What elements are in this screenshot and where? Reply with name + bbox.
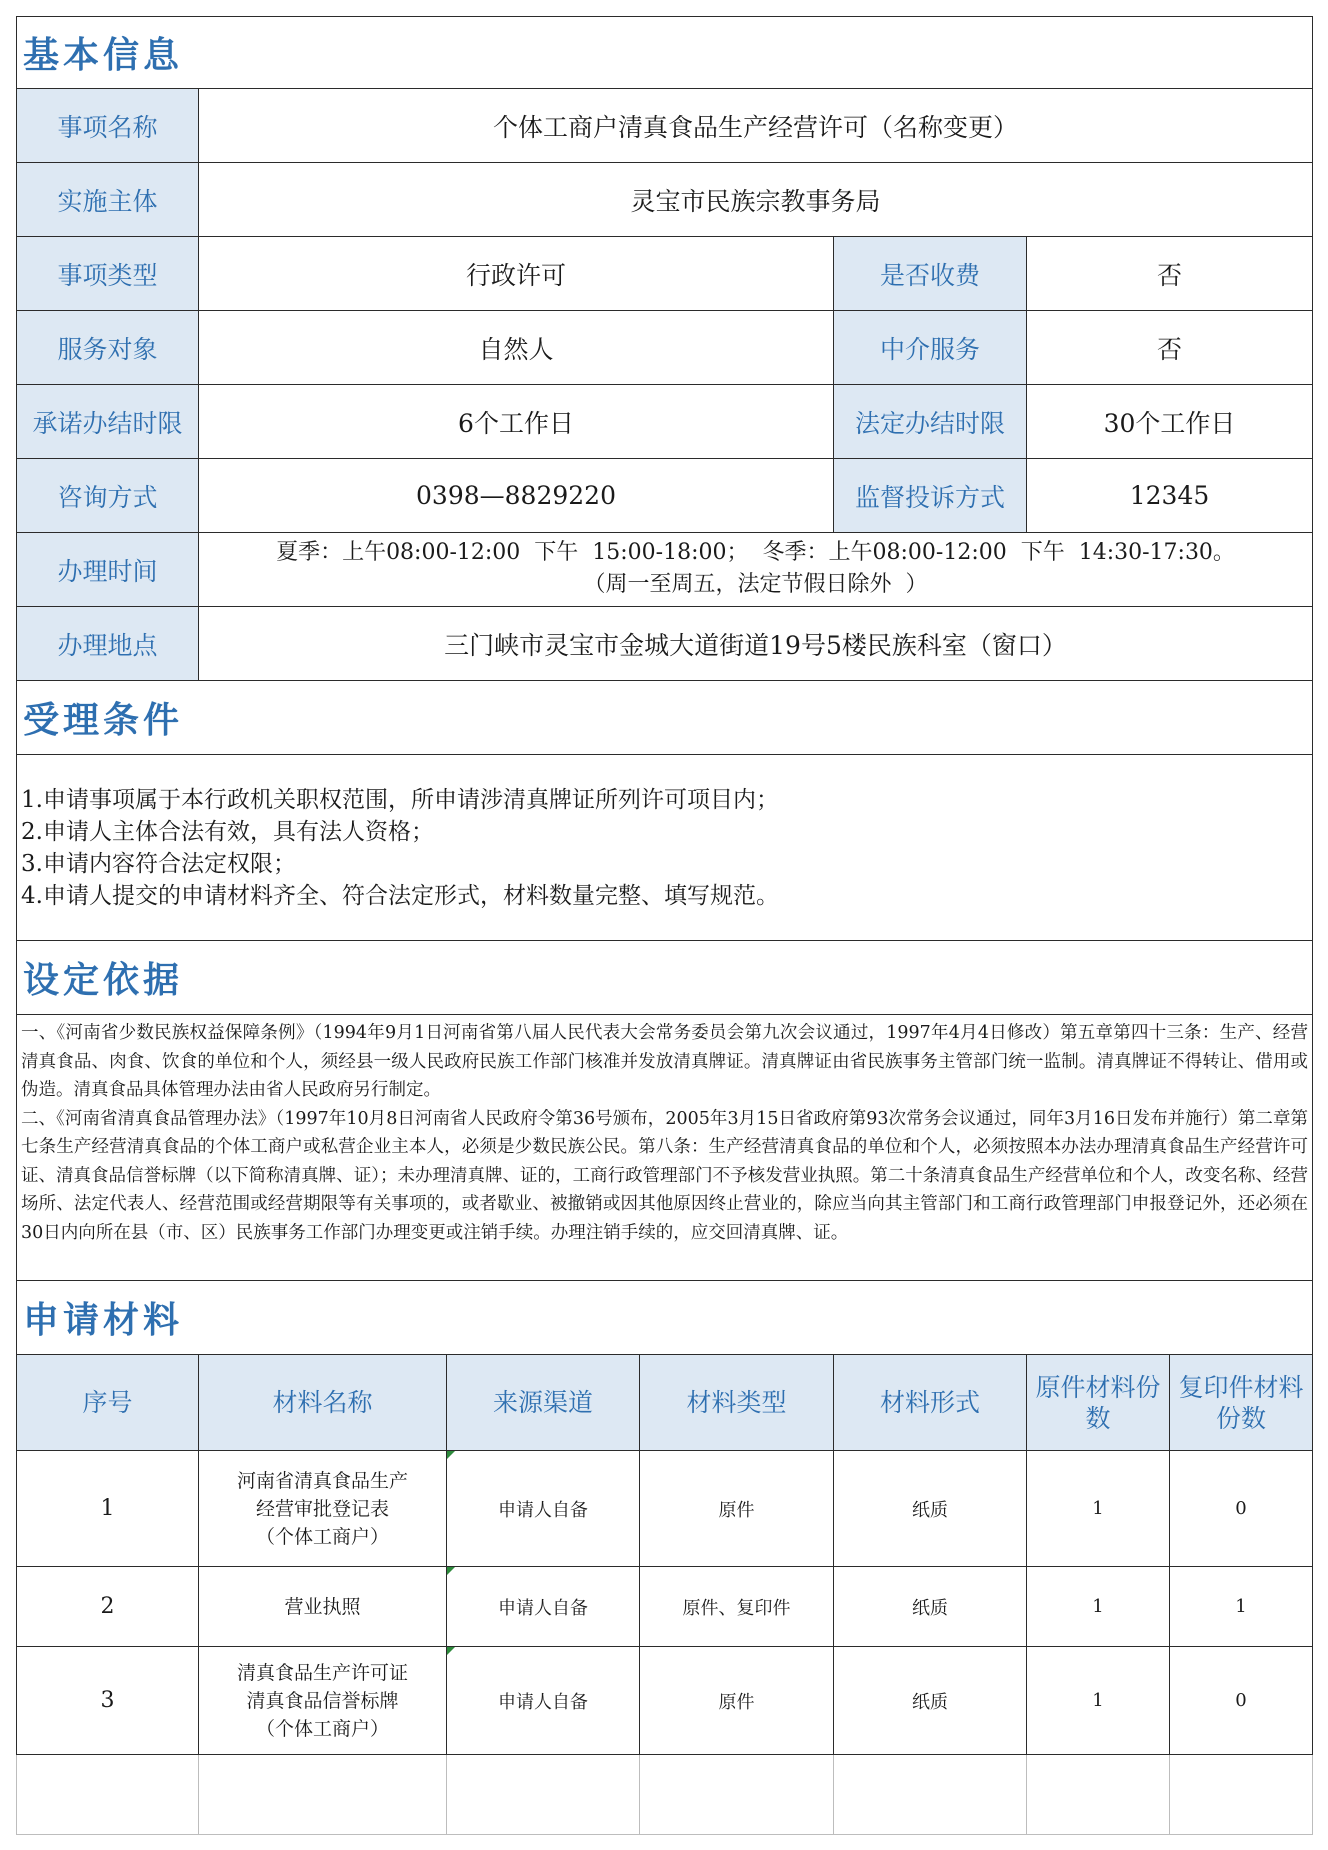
table-row — [17, 1567, 1313, 1647]
table-row — [17, 1451, 1313, 1567]
legal-value: 30个工作日 — [1027, 385, 1313, 459]
header-copy-count-line2: 份数 — [1215, 1403, 1266, 1433]
subject-label: 实施主体 — [17, 163, 199, 237]
header-original-count-line2: 数 — [1085, 1403, 1111, 1433]
header-original-count — [1027, 1355, 1170, 1451]
row-seq: 3 — [17, 1647, 199, 1755]
row-copy-count: 1 — [1170, 1567, 1313, 1647]
info-table — [16, 16, 1313, 1835]
basis-paragraph: 一、《河南省少数民族权益保障条例》（1994年9月1日河南省第八届人民代表大会常务委员会第九次会议通过，1997年4月4日修改）第五章第四十三条：生产、经营清真食品、肉食、饮食的单位和个人，须经县一级人民政府民族工作部门核准并发放清真牌证。清真牌证由省民族事务主管部门统一监制。清真牌证不得转让、借用或伪造。清真食品具体管理办法由省人民政府另行制定。 — [21, 1023, 1308, 1100]
header-seq: 序号 — [17, 1355, 199, 1451]
item-name-label: 事项名称 — [17, 89, 199, 163]
item-name-value: 个体工商户清真食品生产经营许可（名称变更） — [199, 89, 1313, 163]
empty-cell — [1170, 1755, 1313, 1835]
row-seq: 1 — [17, 1451, 199, 1567]
empty-cell — [199, 1755, 447, 1835]
agency-value: 否 — [1027, 311, 1313, 385]
address-label: 办理地点 — [17, 607, 199, 681]
row-form: 纸质 — [834, 1451, 1027, 1567]
row-copy-count: 0 — [1170, 1647, 1313, 1755]
basis-paragraph: 二、《河南省清真食品管理办法》（1997年10月8日河南省人民政府令第36号颁布，2005年3月15日省政府第93次常务会议通过，同年3月16日发布并施行）第二章第七条生产经营清真食品的个体工商户或私营企业主本人，必须是少数民族公民。第八条：生产经营清真食品的单位和个人，必须按照本办法办理清真食品生产经营许可证、清真食品信誉标牌（以下简称清真牌、证）；未办理清真牌、证的，工商行政管理部门不予核发营业执照。第二十条清真食品生产经营单位和个人，改变名称、经营场所、法定代表人、经营范围或经营期限等有关事项的，或者歇业、被撤销或因其他原因终止营业的，除应当向其主管部门和工商行政管理部门申报登记外，还必须在30日内向所在县（市、区）民族事务工作部门办理变更或注销手续。办理注销手续的，应交回清真牌、证。 — [21, 1108, 1308, 1243]
empty-cell — [17, 1755, 199, 1835]
empty-row — [17, 1755, 1313, 1835]
row-material-name-line: （个体工商户） — [255, 1525, 389, 1548]
row-material-name-line: 经营审批登记表 — [255, 1497, 389, 1520]
row-material-name — [199, 1647, 447, 1755]
row-copy-count: 0 — [1170, 1451, 1313, 1567]
header-material-type: 材料类型 — [640, 1355, 834, 1451]
empty-cell — [640, 1755, 834, 1835]
row-type: 原件 — [640, 1647, 834, 1755]
header-copy-count — [1170, 1355, 1313, 1451]
legal-label: 法定办结时限 — [834, 385, 1027, 459]
row-source: 申请人自备 — [447, 1647, 640, 1755]
row-form: 纸质 — [834, 1647, 1027, 1755]
hours-line-1: 夏季：上午08:00-12:00 下午 15:00-18:00； 冬季：上午08:00-12:00 下午 14:30-17:30。 — [276, 540, 1235, 565]
row-source: 申请人自备 — [447, 1451, 640, 1567]
section-title-materials: 申请材料 — [17, 1281, 1313, 1355]
condition-item: 2.申请人主体合法有效，具有法人资格； — [21, 818, 434, 845]
section-title-basic-info: 基本信息 — [17, 17, 1313, 89]
condition-item: 1.申请事项属于本行政机关职权范围，所申请涉清真牌证所列许可项目内； — [21, 786, 779, 813]
header-source: 来源渠道 — [447, 1355, 640, 1451]
empty-cell — [1027, 1755, 1170, 1835]
subject-value: 灵宝市民族宗教事务局 — [199, 163, 1313, 237]
row-material-name-line: 清真食品生产许可证 — [236, 1661, 408, 1684]
table-row — [17, 1647, 1313, 1755]
row-source: 申请人自备 — [447, 1567, 640, 1647]
type-value: 行政许可 — [199, 237, 834, 311]
conditions-list — [17, 755, 1313, 941]
form-sheet — [16, 16, 1312, 1835]
row-type: 原件 — [640, 1451, 834, 1567]
header-copy-count-line1: 复印件材料 — [1178, 1372, 1304, 1402]
row-original-count: 1 — [1027, 1647, 1170, 1755]
row-type: 原件、复印件 — [640, 1567, 834, 1647]
consult-label: 咨询方式 — [17, 459, 199, 533]
section-title-conditions: 受理条件 — [17, 681, 1313, 755]
complaint-value: 12345 — [1027, 459, 1313, 533]
address-value: 三门峡市灵宝市金城大道街道19号5楼民族科室（窗口） — [199, 607, 1313, 681]
hours-line-2: （周一至周五，法定节假日除外 ） — [583, 572, 928, 597]
header-original-count-line1: 原件材料份 — [1035, 1372, 1161, 1402]
hours-value — [199, 533, 1313, 607]
row-material-name: 营业执照 — [199, 1567, 447, 1647]
fee-value: 否 — [1027, 237, 1313, 311]
header-material-name: 材料名称 — [199, 1355, 447, 1451]
promise-value: 6个工作日 — [199, 385, 834, 459]
agency-label: 中介服务 — [834, 311, 1027, 385]
row-material-name — [199, 1451, 447, 1567]
row-material-name-line: （个体工商户） — [255, 1717, 389, 1740]
type-label: 事项类型 — [17, 237, 199, 311]
condition-item: 3.申请内容符合法定权限； — [21, 850, 296, 877]
consult-value: 0398—8829220 — [199, 459, 834, 533]
row-form: 纸质 — [834, 1567, 1027, 1647]
complaint-label: 监督投诉方式 — [834, 459, 1027, 533]
section-title-basis: 设定依据 — [17, 941, 1313, 1015]
condition-item: 4.申请人提交的申请材料齐全、符合法定形式，材料数量完整、填写规范。 — [21, 882, 779, 909]
row-seq: 2 — [17, 1567, 199, 1647]
empty-cell — [447, 1755, 640, 1835]
row-material-name-line: 清真食品信誉标牌 — [246, 1689, 399, 1712]
header-material-form: 材料形式 — [834, 1355, 1027, 1451]
promise-label: 承诺办结时限 — [17, 385, 199, 459]
row-original-count: 1 — [1027, 1451, 1170, 1567]
target-value: 自然人 — [199, 311, 834, 385]
target-label: 服务对象 — [17, 311, 199, 385]
row-original-count: 1 — [1027, 1567, 1170, 1647]
empty-cell — [834, 1755, 1027, 1835]
row-material-name-line: 河南省清真食品生产 — [236, 1469, 408, 1492]
basis-text — [17, 1015, 1313, 1281]
hours-label: 办理时间 — [17, 533, 199, 607]
fee-label: 是否收费 — [834, 237, 1027, 311]
